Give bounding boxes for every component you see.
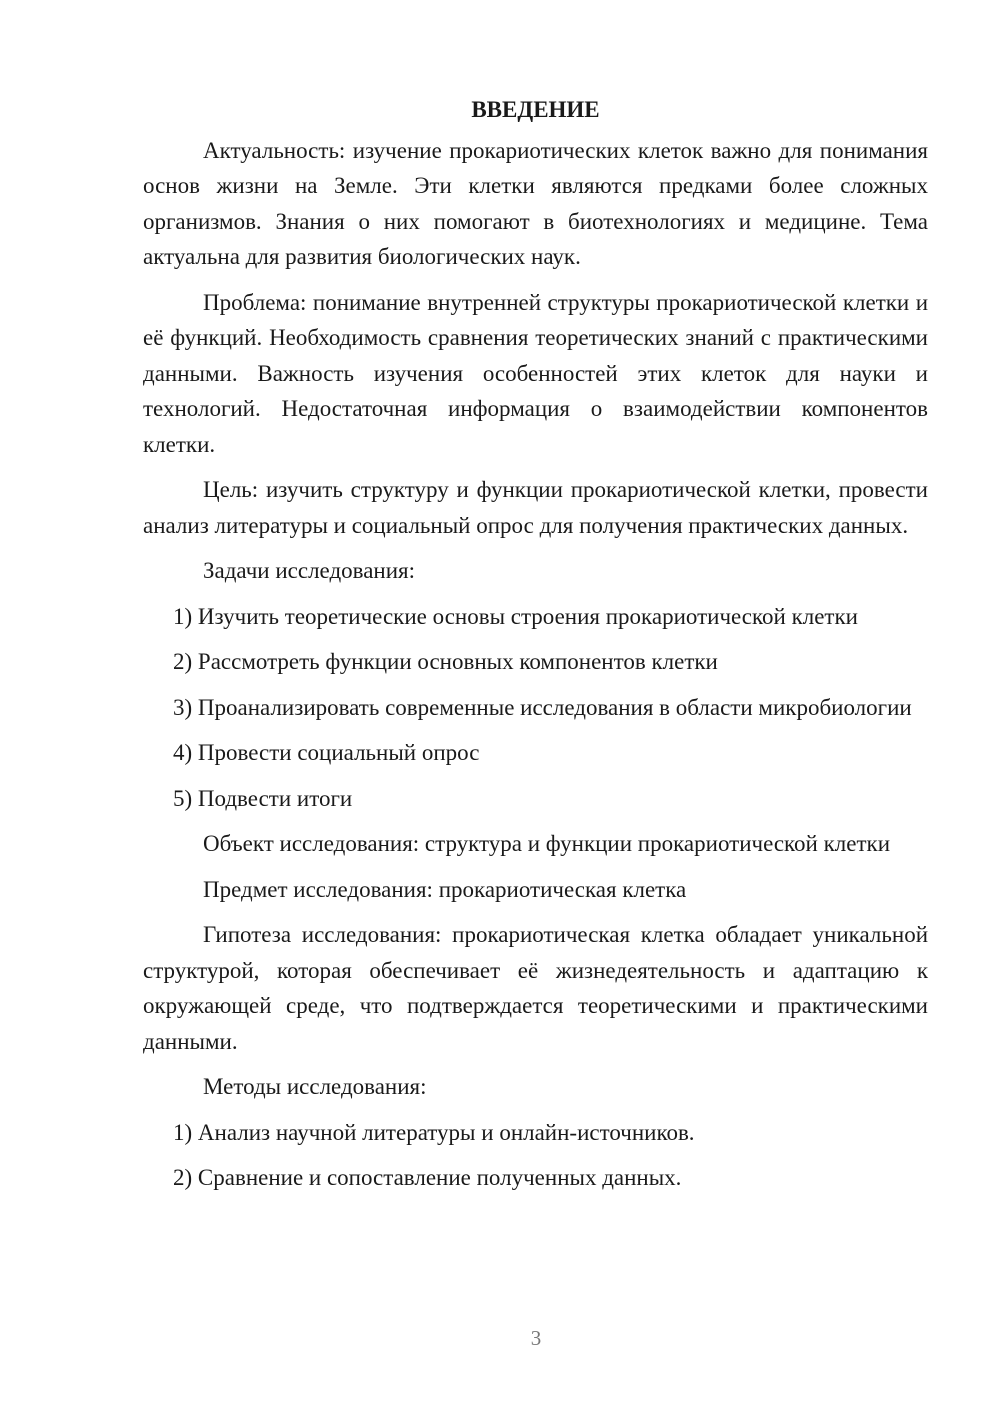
task-item-5: 5) Подвести итоги — [173, 785, 353, 811]
page-number: 3 — [530, 1326, 542, 1350]
subject-paragraph: Предмет исследования: прокариотическая клетка — [203, 876, 687, 902]
goal-paragraph: Цель: изучить структуру и функции прокариотической клетки, провести анализ литературы и социальный опрос для получения практических данных. — [143, 477, 928, 538]
task-item-2: 2) Рассмотреть функции основных компонентов клетки — [173, 649, 718, 674]
task-item-1: 1) Изучить теоретические основы строения прокариотической клетки — [173, 603, 858, 629]
relevance-paragraph: Актуальность: изучение прокариотических клеток важно для понимания основ жизни на Земле. Эти клетки являются предками более сложных организмов. Знания о них помогают в биотехнологиях и медицине. Тема актуальна для развития биологических наук. — [143, 137, 928, 269]
hypothesis-paragraph: Гипотеза исследования: прокариотическая клетка обладает уникальной структурой, которая обеспечивает её жизнедеятельность и адаптацию к окружающей среде, что подтверждается теоретическими и практическими данными. — [143, 922, 928, 1054]
problem-paragraph: Проблема: понимание внутренней структуры прокариотической клетки и её функций. Необходимость сравнения теоретических знаний с практическими данными. Важность изучения особенностей этих клеток для науки и технологий. Недостаточная информация о взаимодействии компонентов клетки. — [143, 289, 928, 457]
task-item-3: 3) Проанализировать современные исследования в области микробиологии — [173, 694, 912, 720]
method-item-1: 1) Анализ научной литературы и онлайн-источников. — [173, 1119, 695, 1145]
methods-heading: Методы исследования: — [203, 1074, 427, 1099]
task-item-4: 4) Провести социальный опрос — [173, 740, 480, 765]
section-title: ВВЕДЕНИЕ — [471, 97, 600, 122]
tasks-heading: Задачи исследования: — [203, 558, 416, 583]
object-paragraph: Объект исследования: структура и функции прокариотической клетки — [203, 831, 891, 856]
document-body — [143, 92, 928, 1206]
method-item-2: 2) Сравнение и сопоставление полученных данных. — [173, 1165, 682, 1190]
